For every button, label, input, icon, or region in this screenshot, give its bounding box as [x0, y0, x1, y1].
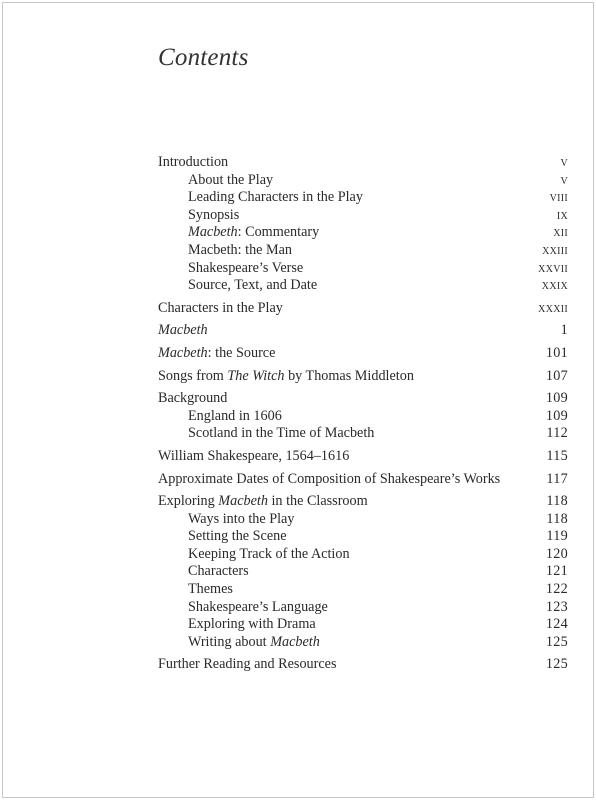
entry-page-number: xii: [553, 224, 568, 241]
entry-page-number: xxix: [541, 277, 568, 294]
entry-title: [188, 189, 363, 207]
entry-title: [188, 528, 287, 546]
entry-title-italic: Macbeth: [188, 224, 238, 241]
toc-subentry: [158, 242, 568, 260]
entry-title: [188, 425, 374, 443]
entry-title: [188, 260, 303, 278]
toc-subentry: [158, 616, 568, 634]
entry-title: [188, 634, 320, 652]
entry-title-italic: The Witch: [227, 367, 285, 384]
entry-title-text: Source, Text, and Date: [188, 277, 318, 294]
toc-entry: [158, 656, 568, 674]
entry-page-number: v: [560, 154, 568, 170]
entry-page-number: xxxii: [538, 299, 568, 316]
toc-subentry: [158, 528, 568, 546]
entry-title: [158, 390, 227, 408]
entry-title-text: Synopsis: [188, 206, 240, 223]
entry-page-number: 118: [546, 493, 568, 510]
entry-title-text: Macbeth: the Man: [188, 241, 293, 258]
toc-subentry: [158, 425, 568, 443]
entry-title-italic: Macbeth: [158, 322, 208, 339]
entry-page-number: 125: [545, 633, 568, 650]
entry-title: [158, 448, 349, 466]
toc-subentry: [158, 224, 568, 242]
toc-subentry: [158, 511, 568, 529]
entry-title-text: Ways into the Play: [188, 510, 295, 527]
toc-entry: [158, 345, 568, 363]
page-title: Contents: [158, 44, 249, 71]
entry-title: [188, 511, 294, 529]
entry-page-number: 120: [545, 545, 568, 562]
entry-title: [188, 242, 292, 260]
entry-title-text: Themes: [188, 581, 233, 598]
entry-page-number: 117: [546, 470, 568, 487]
entry-page-number: xxvii: [538, 259, 568, 276]
entry-title: [188, 224, 319, 242]
entry-page-number: 123: [545, 598, 568, 615]
toc-entry: [158, 154, 568, 172]
entry-title: [158, 493, 368, 511]
entry-title: [158, 345, 275, 363]
entry-page-number: 107: [545, 367, 568, 384]
entry-title-text: About the Play: [188, 171, 274, 188]
entry-title-text: Scotland in the Time of Macbeth: [188, 425, 375, 442]
entry-title-text: Leading Characters in the Play: [188, 189, 363, 206]
toc-subentry: [158, 546, 568, 564]
entry-title-text: Writing about: [188, 633, 271, 650]
entry-title-text: : Commentary: [237, 224, 320, 241]
entry-title: [188, 546, 350, 564]
entry-title-text: Further Reading and Resources: [158, 656, 337, 673]
table-of-contents: [158, 154, 568, 674]
toc-subentry: [158, 172, 568, 190]
toc-subentry: [158, 634, 568, 652]
entry-page-number: 118: [546, 510, 568, 527]
toc-subentry: [158, 260, 568, 278]
toc-subentry: [158, 277, 568, 295]
entry-title: [158, 322, 208, 340]
entry-page-number: 124: [545, 616, 568, 633]
entry-page-number: 109: [545, 390, 568, 407]
entry-page-number: viii: [549, 189, 568, 206]
entry-title-text: Approximate Dates of Composition of Shakespeare’s Works: [158, 470, 501, 487]
entry-title-text: by Thomas Middleton: [284, 367, 414, 384]
entry-title: [158, 656, 336, 674]
toc-entry: [158, 493, 568, 511]
entry-title: [158, 368, 414, 386]
entry-page-number: ix: [556, 206, 568, 223]
entry-page-number: 121: [545, 563, 568, 580]
entry-title-text: Songs from: [158, 367, 228, 384]
entry-title: [188, 599, 328, 617]
entry-title: [158, 154, 228, 172]
toc-entry: [158, 390, 568, 408]
toc-entry: [158, 300, 568, 318]
toc-entry: [158, 368, 568, 386]
toc-entry: [158, 322, 568, 340]
entry-title: [188, 563, 249, 581]
toc-subentry: [158, 189, 568, 207]
entry-title-italic: Macbeth: [270, 633, 320, 650]
entry-page-number: 119: [546, 528, 568, 545]
entry-page-number: v: [560, 171, 568, 188]
entry-page-number: 1: [560, 322, 568, 339]
entry-title-text: Characters: [188, 563, 249, 580]
toc-entry: [158, 448, 568, 466]
entry-title-text: Shakespeare’s Verse: [188, 259, 304, 276]
entry-title-text: Shakespeare’s Language: [188, 598, 328, 615]
entry-title: [158, 300, 283, 318]
toc-entry: [158, 471, 568, 489]
entry-title: [188, 207, 239, 225]
entry-title: [188, 408, 282, 426]
entry-title-text: Background: [158, 390, 228, 407]
entry-page-number: 125: [545, 656, 568, 673]
toc-subentry: [158, 581, 568, 599]
entry-page-number: 115: [546, 447, 568, 464]
entry-title-text: England in 1606: [188, 407, 282, 424]
entry-title-text: in the Classroom: [267, 493, 368, 510]
entry-page-number: 109: [545, 407, 568, 424]
entry-title-text: Characters in the Play: [158, 299, 283, 316]
entry-title-text: Introduction: [158, 154, 229, 170]
entry-title: [188, 277, 317, 295]
entry-page-number: 112: [546, 425, 568, 442]
entry-title-text: : the Source: [207, 344, 276, 361]
entry-title-italic: Macbeth: [158, 344, 208, 361]
entry-title-text: William Shakespeare, 1564–1616: [158, 447, 350, 464]
entry-page-number: 101: [545, 344, 568, 361]
toc-subentry: [158, 408, 568, 426]
entry-title-text: Setting the Scene: [188, 528, 287, 545]
entry-title: [188, 581, 233, 599]
entry-title: [188, 616, 316, 634]
toc-subentry: [158, 563, 568, 581]
toc-subentry: [158, 207, 568, 225]
entry-title: [158, 471, 500, 489]
entry-title-text: Exploring: [158, 493, 219, 510]
entry-title: [188, 172, 273, 190]
entry-page-number: 122: [545, 581, 568, 598]
toc-subentry: [158, 599, 568, 617]
entry-title-text: Exploring with Drama: [188, 616, 316, 633]
entry-title-text: Keeping Track of the Action: [188, 545, 350, 562]
entry-page-number: xxiii: [542, 241, 568, 258]
entry-title-italic: Macbeth: [218, 493, 268, 510]
